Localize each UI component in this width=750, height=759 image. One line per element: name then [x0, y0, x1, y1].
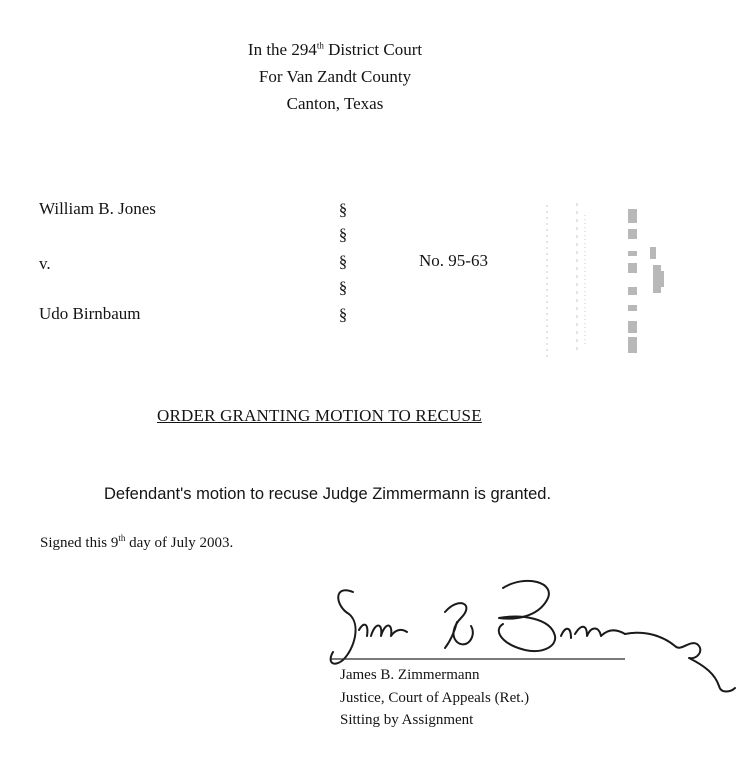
- section-symbol: §: [338, 252, 348, 271]
- order-text: Defendant's motion to recuse Judge Zimmermann is granted.: [104, 485, 552, 503]
- signer-assignment: Sitting by Assignment: [340, 712, 474, 728]
- plaintiff-name: William B. Jones: [39, 199, 156, 218]
- order-title: ORDER GRANTING MOTION TO RECUSE: [157, 406, 482, 425]
- court-name-line: In the 294th District Court: [247, 40, 423, 59]
- signed-date-line: Signed this 9th day of July 2003.: [40, 533, 234, 551]
- filing-stamp-image: [535, 195, 675, 365]
- court-county-line: For Van Zandt County: [258, 67, 412, 86]
- handwritten-signature: [325, 578, 745, 703]
- court-location-line: Canton, Texas: [286, 94, 384, 113]
- versus-label: v.: [39, 254, 51, 273]
- section-symbol: §: [338, 305, 348, 324]
- defendant-name: Udo Birnbaum: [39, 304, 141, 323]
- section-symbol: §: [338, 278, 348, 297]
- section-symbol: §: [338, 225, 348, 244]
- signer-title: Justice, Court of Appeals (Ret.): [340, 690, 530, 706]
- case-number: No. 95-63: [419, 251, 488, 270]
- signer-name: James B. Zimmermann: [340, 667, 480, 683]
- section-symbol: §: [338, 200, 348, 219]
